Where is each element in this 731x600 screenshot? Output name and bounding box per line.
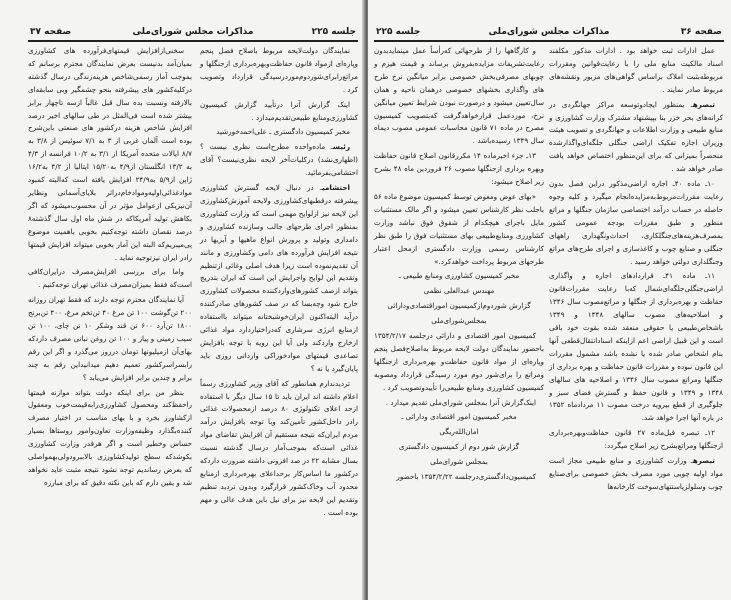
paragraph: [374, 456, 544, 469]
paragraph: [28, 266, 192, 292]
paragraph: [200, 141, 358, 180]
right-page: [368, 0, 731, 600]
paragraph: [374, 471, 544, 484]
paragraph-text: کمیسیون امور اقتصادی و دارائی درجلسه ۱۳۵۴/۲/۱۷ باحضور نمایندگان دولت لایحه مربوط به‌اصلاح‌فصل پنجم وپاره‌ای از مواد قانون حفاظت‌و بهره‌برداری ازجنگلها ومراتع را برای‌شور دوم مورد رسیدگی قرارداد ومصوبه کمیسیون کشاورزی ومنابع طبیعی‌را تأیید‌وتصویب کرد .: [374, 331, 544, 392]
paragraph: [200, 45, 358, 97]
session-number: جلسه ۲۲۵: [311, 27, 356, 37]
paragraph-text: و کارگاهها را از طرحهائی که‌رأساً عمل مینماید‌بدون رعایت‌تشریفات مزایده‌بفروش برساند و قیمت هیزم و چوبهای مصرفی‌بخش خصوصی برابر میانگین نرخ طرح های واگذاری بخشهای خصوصی درهمان ناحیه و همان سال‌تعیین میشود و درصورت نبودن شرایط تعیین میانگین نرخ، موردعمل قرارخواهدگرفت که‌بتصویب کمیسیون مصرح در ماده ۷۱ قانون محاسبات عمومی مصوب دیماه سال ۱۳۴۹ رسیده‌باشد .: [374, 46, 544, 146]
left-page: [0, 0, 364, 600]
page-number: صفحه ۳۷: [30, 27, 72, 37]
paragraph: [374, 285, 544, 298]
paragraph-text: ـ در دنبال لایحه گسترش کشاورزی پیشرفته درقطبهای‌کشاورزی ولایحه آموزش‌کشاورزی این لایحه نیز ازلوایح مهمی است که وزارت کشاورزی بمنظور اجرای طرحهای جالب وسازنده کشاورزی و دامداری وتولید و پرورش انواع ماهیها و آبزیها در نتیجه افزایش فرآورده های دامی وکشاورزی و مانند آن تقدیم‌نموده است زیرا هدف اصلی وغائی ازتنظیم وتقدیم این لوایح واجرایش این است که ایران بتدریج بتواند ازصف کشورهای‌واردکننده محصولات کشاورزی خارج شود وچه‌بسا که در صف کشورهای صادرکننده درآید البته‌اکنون ایران‌خوشبختانه میتواند بااستفاده ازمنابع انرژی سرشاری که‌دراختیاردارد مواد غذائی ازخارج واردکند ولی آیا این رویه با توجه بافزایش تصاعدی قیمتهای موادخوراکی وارداتی روزی باید پایان‌گیرد یا نه ؟: [200, 183, 358, 373]
paragraph-text: ۱۳ـ جزء اخیرماده ۱۴ مکررقانون اصلاح قانون حفاظت وبهره برداری ازجنگلها مصوب ۲۶ فروردین ماه ۴۸ بشرح زیر اصلاح میشود:: [374, 151, 544, 187]
paragraph: [549, 45, 723, 97]
paragraph: [374, 45, 544, 148]
paragraph: [374, 441, 544, 454]
paragraph: [374, 150, 544, 189]
paragraph: [28, 387, 192, 490]
paragraph-text: مخبر کمیسیون کشاورزی ومنابع طبیعی ـ: [398, 271, 520, 281]
paragraph-text: واما برای بررسی افزایش‌مصرف درایران‌کافی است‌که فقط بمیزان‌مصرف غذائی تهران توجه‌کنیم .: [28, 267, 192, 290]
paragraph-text: ـ وزارت کشاورزی و منابع طبیعی مجاز است مواد اولیه چوبی مورد مصرف بخش خصوصی برای‌صنایع چوب وسلولزیاسنتهای‌سوخت کارخانه‌ها: [549, 456, 723, 491]
speaker-label: احتشامی: [322, 183, 350, 193]
speaker-label: رئیس: [332, 142, 350, 152]
paragraph: [374, 270, 544, 283]
paragraph: [200, 182, 358, 376]
page-number: صفحه ۳۶: [680, 27, 722, 37]
paragraph: [28, 45, 192, 264]
text-column: [200, 45, 358, 522]
paragraph-text: نمایندگان دولت‌لایحه مربوط باصلاح فصل پنجم وپاره‌ای ازمواد قانون حفاظت‌وبهره‌برداری ازجنگلها و مراتع‌رابرای‌شوردوم‌موردرسیدگی قرارداد وتصویب کرد .: [200, 46, 358, 94]
paragraph: [549, 427, 723, 453]
left-page-header: [28, 26, 358, 42]
text-column: [28, 45, 192, 492]
session-number: جلسه ۲۲۵: [376, 27, 421, 37]
paragraph-text: مخبر کمیسیون دادگستری ـ علی‌احمدخورشید: [216, 127, 350, 137]
paragraph-text: اینک‌گزارش آنرا بمجلس شورای‌ملی تقدیم میدارد .: [385, 397, 536, 407]
text-column: [374, 45, 544, 486]
paragraph-text: مخبر کمیسیون امور اقتصادی ودارائی ـ: [401, 412, 517, 422]
paragraph-text: ۱۲ـ تبصره قبل‌ماده ۲۷ قانون حفاظت‌وبهره‌برداری ازجنگلها ومراتع‌بشرح زیر اصلاح میگردد:: [549, 428, 723, 451]
paragraph-text: تردیدندارم همانطور که آقای وزیر کشاورزی رسماً اعلام داشته اند ایران باید تا ۱۵ سال دیگر با استفاده ازحد اعلای تکنولوژی ۸۰ درصد ازمحصولات غذائی رادر داخل‌کشور تأمین‌کند وبا توجه بافزایش درآمد مردم ایران‌که نتیجه مستقیم آن افزایش تقاضای مواد غذائی است‌که بموجب‌آمار درسال گذشته نسبت بسال مشابه ۲۲ در صد افزونی داشته ضرورت داردکه درکشور ما اساس‌کار برحداعلای بهره‌برداری ازمنابع محدود آب وخاک‌کشور قرارگیرد وبدون تردید تنظیم وتقدیم این لایحه نیز برای نیل باین هدف عالی و مهم بوده است .: [200, 378, 359, 517]
paragraph: [374, 330, 544, 395]
paragraph-text: کمیسیون‌دادگستری‌درجلسه ۱۳۵۴/۲/۲۲ باحضور: [396, 472, 536, 482]
paragraph-text: گزارش شور دوم از کمیسیون دادگستری: [398, 442, 520, 452]
paragraph: [374, 191, 544, 268]
paragraph: [374, 426, 544, 439]
paragraph-text: بنظر من برای اینکه دولت بتواند موازنه قیمتها راحفظ‌کند ومحصول کشاورزی‌رابه‌قیمت‌خوب ومعقول ازکشاورز بخرد و با بهای مناسب در اختیار مصرف کننده‌بگذارد وظیفه‌وزارت تعاون‌وامور روستاها بسیار حساس وخطیر است و اگر هرقدر وزارت کشاورزی بکوشدکه سطح تولیدکشاورزی بالاببرودولی‌بهمواصلی که بعرض رساندیم توجه نشود نتیجه مثبت عاید نخواهد شد و یقین دارم که باین نکته دقیق که برای مبارزه: [28, 387, 192, 487]
paragraph-text: ۱۰ـ ماده ۴۰ـ اجاره اراضی‌مذکور دراین فصل بدون رعایت مقررات‌مربوط‌به‌مزایده‌انجام میگیرد و کلیه وجوه حاصله در حساب درآمد اختصاصی سازمان جنگلها و مراتع منظور و طبق مقررات بودجه عمومی کشور بمصرف‌هزینه‌های‌جنگلکاری، احداث‌ونگهداری راههای جنگلی و صنایع چوب و کاغذسازی و اجرای طرح‌های مراتع وجنگلداری دولتی خواهد رسید .: [549, 179, 723, 266]
speaker-label: تبصره: [692, 456, 715, 466]
running-title: مذاکرات مجلس شورای‌ملی: [488, 27, 610, 37]
paragraph-text: بمجلس شورای‌ملی: [430, 457, 488, 467]
paragraph: [374, 315, 544, 328]
paragraph: [374, 300, 544, 313]
paragraph-text: ـ بمنظور ایجادوتوسعه مراکز جهانگردی در کرانه‌های بحر خزر بنا بپیشنهاد مشترک وزارت کشاورزی و منابع طبیعی و وزارت اطلاعات و جهانگردی و تصویب هیئت وزیران اجازه تفکیک اراضی جنگلی جلگه‌ای‌واگذارشده منحصراً بمیزانی که برای این‌منظور اختصاص خواهد یافت صادر خواهد شد .: [549, 99, 723, 174]
paragraph-text: اینک گزارش آنرا درتأیید گزارش کمیسیون کشاورزی‌ومنابع طبیعی‌تقدیم‌میدارد .: [200, 99, 358, 122]
paragraph-text: گزارش شوردوم‌ازکمیسیون اموراقتصادی‌ودارائی: [387, 301, 531, 311]
paragraph: [200, 378, 358, 520]
paragraph: [549, 178, 723, 268]
paragraph-text: «بهای عوض ومعوض توسط کمیسیون موضوع ماده ۵۶ باجلب نظر کارشناس تعیین میشود و اگر مالک مستثنیات مایل باجرای هیچکدام از شقوق فوق نباشد وزارت کشاورزی ومنابع‌طبیعی بهای مستثنیات فوق را طبق نظر کارشناس رسمی وزارت دادگستری ازمحل اعتبار طرحهای مربوط پرداخت خواهدکرد.»: [374, 191, 544, 266]
paragraph-text: ۱۱ـ ماده ۴۱ـ قراردادهای اجاره و واگذاری اراضی‌جنگلی‌جلگه‌ای‌شمال که‌با رعایت مقررات‌قانون حفاظت و بهره‌برداری از جنگلها و مراتع‌مصوب سال ۱۳۴۶ و اصلاحیه‌های مصوب سالهای ۱۳۴۸ و ۱۳۴۹ باشخاص‌طبیعی یا حقوقی منعقد شده بقوت خود باقی است و این قبیل اراضی اعم ازاینکه اسنادانتقال‌قطعی آنها بنام اشخاص صادر شده یا نشده باشد مشمول مقررات این قانون نبوده و مقررات قانون حفاظت و بهره برداری از جنگلها ومراتع مصوب سال ۱۳۴۶ و اصلاحیه های سالهای ۱۳۴۸ و ۱۳۴۹ و قانون حفظ و گسترش فضای سبز و جلوگیری از قطع بیرویه درخت مصوب ۱۱ مردادماه ۱۳۵۲ در باره آنها اجرا خواهد شد.: [549, 271, 724, 423]
paragraph: [28, 294, 192, 384]
paragraph: [549, 455, 723, 494]
paragraph: [549, 99, 723, 176]
speaker-label: تبصره: [692, 99, 715, 109]
paragraph: [374, 397, 544, 410]
running-title: مذاکرات مجلس شورای‌ملی: [132, 27, 254, 37]
paragraph: [200, 99, 358, 125]
paragraph-text: بمجلس‌شورای‌ملی: [431, 316, 487, 326]
paragraph-text: ـ ماده‌واحده مطرح‌است نظری نیست ؟ (اظهاری‌نشد) درکلیات‌آخر لایحه نظری‌نیست؟ آقای احتشامی‌بفرمائید.: [200, 142, 358, 178]
paragraph: [200, 126, 358, 139]
paragraph-text: عمل ادارات ثبت خواهد بود . ادارات مذکور مکلفند اسناد مالکیت منابع ملی را با رعایت‌قوانین ومقررات مربوطه‌بثبت املاک براساس گواهی‌های مزبور ونقشه‌های مربوط صادر نمایند .: [549, 46, 723, 94]
paragraph-text: مهندس عبدالعلی نظمی: [423, 286, 495, 296]
paragraph: [374, 411, 544, 424]
paragraph-text: امان‌الله‌ریگی: [439, 427, 479, 437]
text-column: [549, 45, 723, 496]
paragraph-text: آیا نمایندگان محترم توجه دارند که فقط تهران روزانه ۲۰۰ تن‌گوشت ۱۰۰ تن مرغ ۴۰ تن‌تخم مرغ، ۴۰۰ تن‌برنج ۱۸۰۰ تن‌آرد ۶۰۰ تن قند وشکر ۱۰ تن چای، ۱۰۰ تن سیب زمینی و پیاز و ۱۰۰ تن روغن نباتی مصرف داردکه بهای‌آن ازمیلیونها تومان درروز می‌گذرد و اگر این رقم رابسراسرکشور تعمیم دهیم میدانیداین رقم به چند برابر و چندین برابر افزایش می‌یابد ؟: [28, 295, 193, 382]
right-page-header: [374, 26, 724, 42]
paragraph-text: سخنی‌ازافزایش قیمتهای‌فرآورده های کشاورزی بمیان‌آمد بدنیست بعرض نمایندگان محترم برسانم که بموجب آمار رسمی‌شاخص هزینه‌زندگی درسال گذشته درکلیه‌کشور های پیشرفته بنحو چشمگیر وبی سابقه‌ای بالارفته ونسبت بده سال قبل غالباً ازسه تاچهار برابر بیشتر شده است فی‌المثل در طی سالهای اخیر درصد افزایش شاخص هزینه درکشور های صنعتی باین‌شرح بوده است آلمان غربی از ۳ به ۷/۱ سوئیس از ۳/۸ به ۸/۷ ایالات متحده آمریکا از ۳/۱ به ۱۰/۲ فرانسه از ۴/۳ به ۱۳/۲ انگلستان از۴/۹ به۱۵/۲۰ ایتالیا از ۴/۲ به۱۶/۲ ژاپن از۵/۹ به۲۴/۹ افزایش یافته است که‌البته کمبود موادغذائی‌اولیه‌وموادخام‌دراثر بلایای‌آسمانی ونظایر آن‌نیزیکی ازعوامل مؤثر در آن محسوب‌میشود که اگر بکاهش تولید آمریکاکه در شش ماه اول سال گذشته‌۸ درصد نقصان داشته توجه‌کنیم بخوبی باهمیت موضوع پی‌میبریم‌که البته این آمار بخوبی میتواند افزایش قیمتها رادر ایران نیزتوجیه نماید .: [28, 46, 193, 262]
paragraph: [549, 270, 723, 425]
